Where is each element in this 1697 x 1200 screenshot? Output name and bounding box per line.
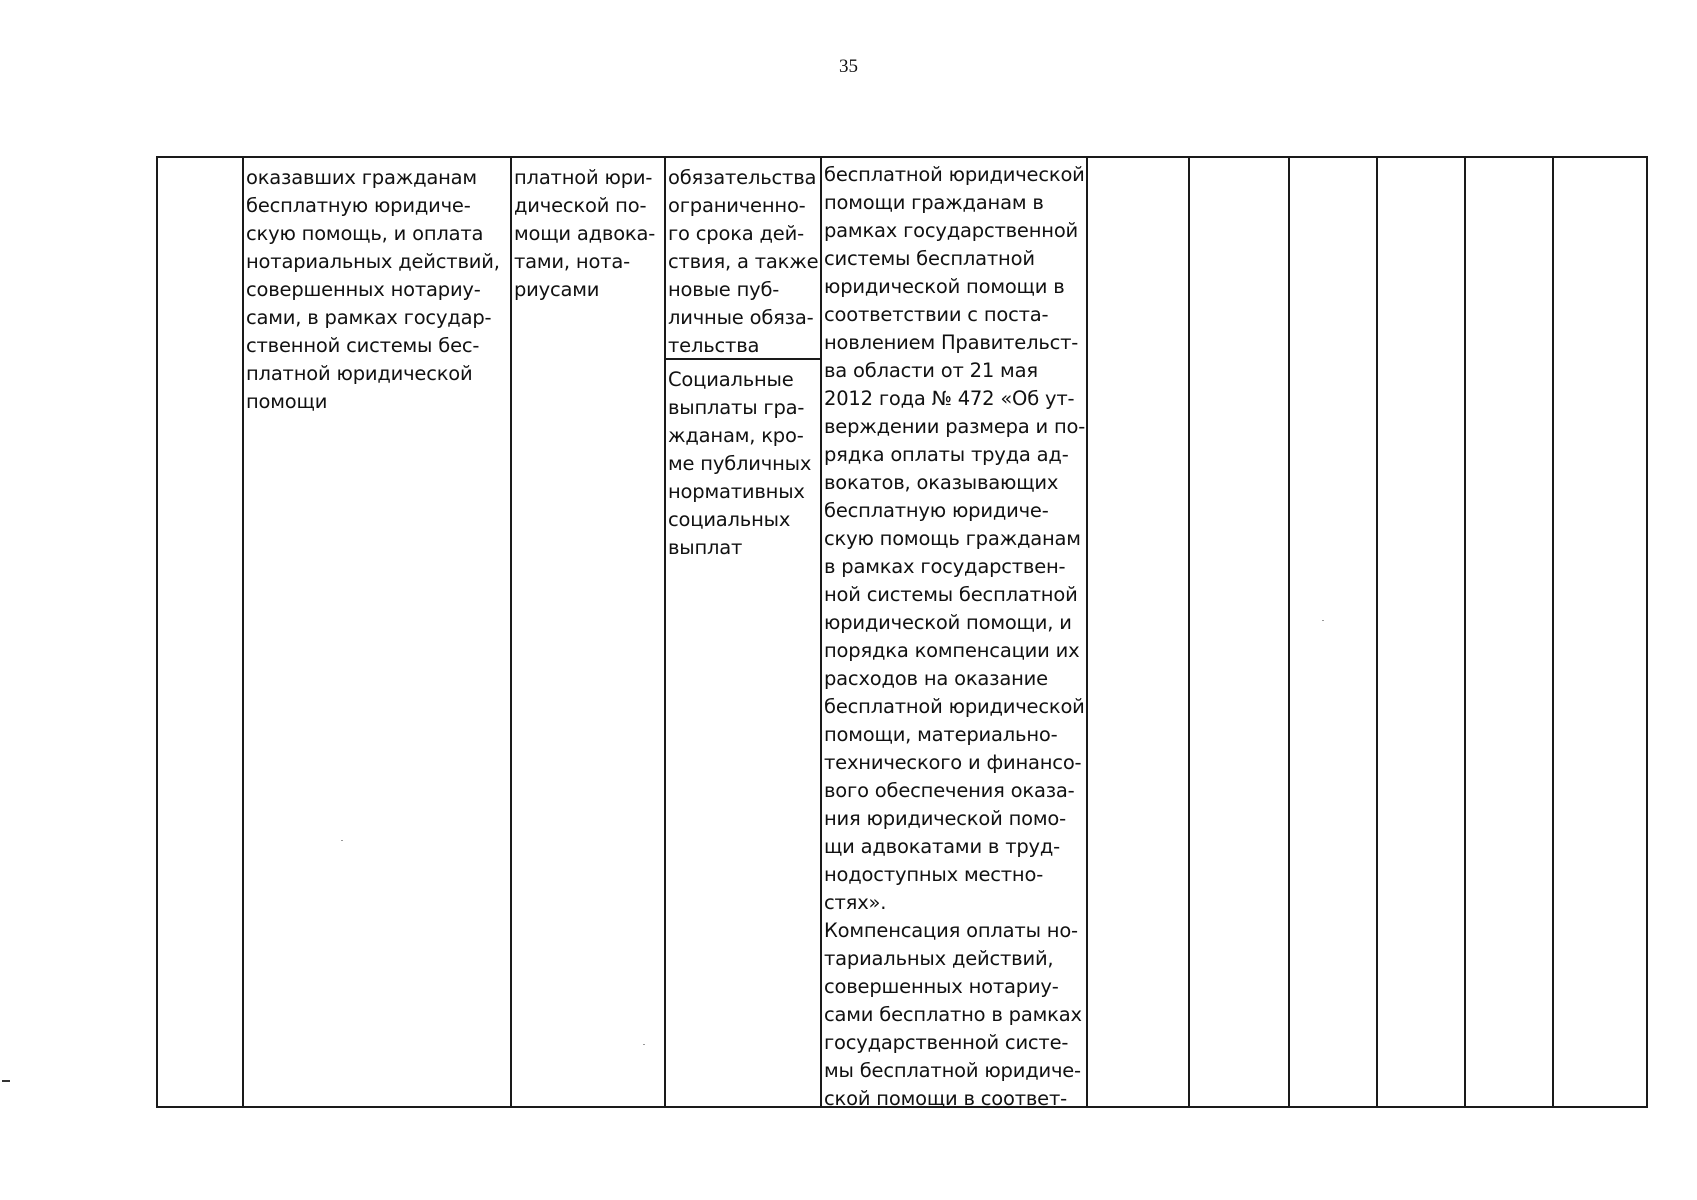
- page-number: 35: [839, 56, 858, 77]
- scan-edge-mark: [2, 1080, 10, 1082]
- table-cell-empty-1: [1088, 158, 1188, 1106]
- table-cell-social-payments: Социальные выплаты гра- жданам, кро- ме публичных нормативных социальных выплат: [668, 368, 812, 559]
- table-cell-indicator: платной юри- дической по- мощи адвока- тами, нота- риусами: [514, 166, 656, 301]
- table-cell-empty-3: [1290, 158, 1376, 1106]
- table-cell-number: [158, 158, 242, 1106]
- table-cell-empty-5: [1466, 158, 1552, 1106]
- column-divider-2: [510, 158, 512, 1106]
- table-cell-event-name: оказавших гражданам бесплатную юридиче- скую помощь, и оплата нотариальных действий, совершенных нотариу- сами, в рамках государ- ственной системы бес- платной юридической помощи: [246, 166, 500, 413]
- table-cell-empty-4: [1378, 158, 1464, 1106]
- data-table: [156, 156, 1648, 1108]
- column-divider-3: [664, 158, 666, 1106]
- scan-speck: [341, 840, 343, 841]
- column-divider-4: [820, 158, 822, 1106]
- scan-speck: [643, 1044, 645, 1045]
- scan-speck: [1322, 620, 1324, 621]
- cell-split-line: [664, 358, 820, 360]
- table-cell-empty-2: [1190, 158, 1288, 1106]
- table-cell-obligations-type: обязательства ограниченно- го срока дей- ствия, а также новые пуб- личные обяза- тельства: [668, 166, 819, 357]
- table-cell-empty-6: [1554, 158, 1646, 1106]
- column-divider-1: [242, 158, 244, 1106]
- table-cell-legal-basis: бесплатной юридической помощи гражданам в рамках государственной системы бесплатной юридической помощи в соответствии с поста- новлением Правительст- ва области от 21 мая 2012 года № 472 «Об ут- верждении размера и по- рядка оплаты труда ад- вокатов, оказывающих бесплатную юридиче- скую помощь гражданам в рамках государствен- ной системы бесплатной юридической помощи, и порядка компенсации их расходов на оказание бесплатной юридической помощи, материально- технического и финансо- вого обеспечения оказа- ния юридической помо- щи адвокатами в труд- нодоступных местно- стях». Компенсация оплаты но- тариальных действий, совершенных нотариу- сами бесплатно в рамках государственной систе- мы бесплатной юридиче- ской помощи в соответ-: [824, 163, 1086, 1110]
